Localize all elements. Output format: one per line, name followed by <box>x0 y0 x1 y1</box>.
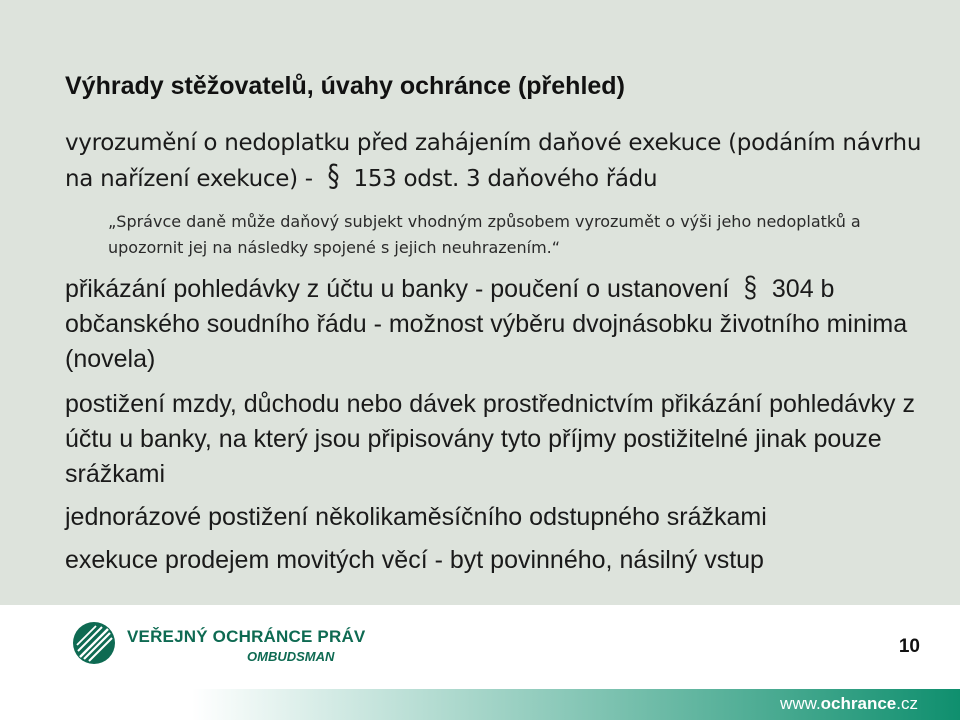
bullet-paragraph-1 <box>65 126 925 196</box>
url-domain: ochrance <box>820 694 897 713</box>
bullet-paragraph-5: exekuce prodejem movitých věcí - byt povinného, násilný vstup <box>65 546 764 574</box>
section-sign: § <box>327 159 340 194</box>
paragraph-2-text-b: 304 b občanského soudního řádu - možnost výběru dvojnásobku životního minima (novela) <box>65 275 908 373</box>
section-sign: § <box>743 271 758 304</box>
url-suffix: .cz <box>896 694 918 713</box>
bullet-paragraph-4: jednorázové postižení několikaměsíčního odstupného srážkami <box>65 503 767 531</box>
website-link[interactable] <box>780 694 918 714</box>
paragraph-1-text-a: vyrozumění o nedoplatku před zahájením daňové exekuce (podáním návrhu na nařízení exekuce) - <box>65 130 922 192</box>
logo-title: VEŘEJNÝ OCHRÁNCE PRÁV <box>127 627 366 646</box>
legal-quote: „Správce daně může daňový subjekt vhodným způsobem vyrozumět o výši jeho nedoplatků a upozornit jej na následky spojené s jejich neuhrazením.“ <box>108 212 861 257</box>
page-number: 10 <box>898 636 920 657</box>
url-prefix: www. <box>780 694 821 713</box>
slide-title: Výhrady stěžovatelů, úvahy ochránce (přehled) <box>65 72 625 100</box>
paragraph-2-text-a: přikázání pohledávky z účtu u banky - poučení o ustanovení <box>65 275 737 303</box>
bullet-paragraph-2 <box>65 270 925 377</box>
logo-subtitle: OMBUDSMAN <box>247 649 335 664</box>
bullet-paragraph-3: postižení mzdy, důchodu nebo dávek prostřednictvím přikázání pohledávky z účtu u banky, na který jsou připisovány tyto příjmy postižitelné jinak pouze srážkami <box>65 390 915 488</box>
paragraph-1-text-b: 153 odst. 3 daňového řádu <box>346 166 658 192</box>
ombudsman-logo-icon <box>72 621 116 665</box>
